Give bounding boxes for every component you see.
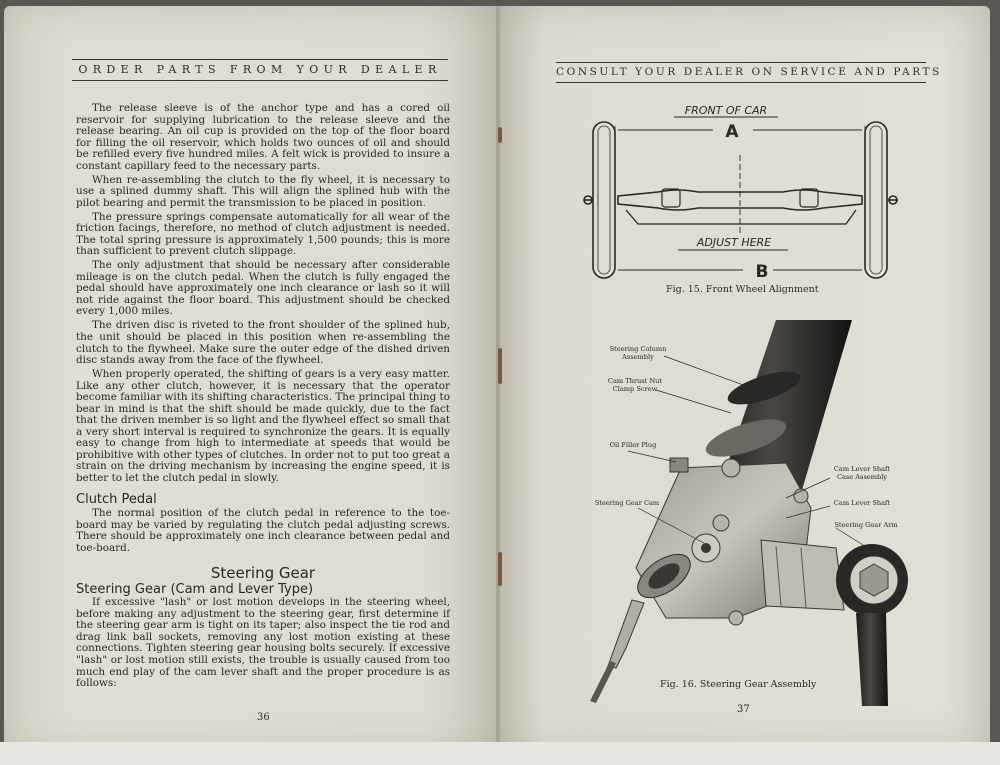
staple-middle: [498, 348, 502, 384]
cam-lever-shaft-case: [761, 540, 844, 610]
fig16-caption: Fig. 16. Steering Gear Assembly: [660, 679, 817, 690]
dimension-a-label: A: [725, 122, 739, 142]
paragraph: The release sleeve is of the anchor type and has a cored oil reservoir for supplying lubrication to the release sleeve and the release bearing. An oil cup is provided on the top of the floor board for filling the oil reservoir, which holds two ounces of oil and should be refilled every five hundred miles. A felt wick is provided to insure a constant capillary feed to the necessary parts.: [76, 102, 450, 172]
right-wheel: [865, 122, 887, 278]
paragraph: The normal position of the clutch pedal in reference to the toe-board may be varied by regulating the clutch pedal adjusting screws. There should be approximately one inch clearance between pedal and toe-board.: [76, 507, 450, 554]
callout-steering-gear-arm: Steering Gear Arm: [834, 521, 898, 529]
fig15-caption: Fig. 15. Front Wheel Alignment: [666, 284, 819, 295]
adjust-here-label: ADJUST HERE: [696, 236, 772, 249]
staple-bottom: [498, 552, 502, 586]
page-number-right: 37: [737, 704, 750, 715]
callout-cam-thrust-nut: Cam Thrust Nut Clamp Screw: [607, 377, 663, 393]
table-surface: [0, 742, 1000, 765]
paragraph: If excessive "lash" or lost motion develops in the steering wheel, before making any adjustment to the steering gear, first determine if the steering gear arm is tight on its taper; also inspect the tie rod and drag link ball sockets, removing any lost motion existing at these connections. Tighten steering gear housing bolts securely. If excessive "lash" or lost motion still exists, the trouble is usually caused from too much end play of the cam lever shaft and the proper procedure is as follows:: [76, 596, 450, 690]
callout-oil-filler-plug: Oil Filler Plug: [609, 441, 657, 449]
tie-rod: [626, 210, 856, 224]
steering-gear-heading: Steering Gear: [210, 564, 316, 583]
callout-steering-gear-cam: Steering Gear Cam: [594, 499, 660, 507]
callout-cam-lever-shaft: Cam Lever Shaft: [833, 499, 891, 507]
front-wheel-alignment-diagram: [578, 100, 908, 285]
paragraph: When properly operated, the shifting of gears is a very easy matter. Like any other clutch, however, it is necessary that the operator become familiar with its shifting characteristics. The principal thing to bear in mind is that the shift should be made quickly, due to the fact that the driven member is so light and the flywheel effect so small that a very short interval is required to synchronize the gears. It is equally easy to change from high to intermediate at speeds that would be prohibitive with other types of clutches. In order not to put too great a strain on the driving mechanism by increasing the engine speed, it is better to let the clutch pedal in slowly.: [76, 367, 450, 484]
callout-cam-lever-shaft-case: Cam Lever Shaft Case Assembly: [833, 465, 891, 481]
staple-top: [498, 127, 502, 143]
callout-steering-column: Steering Column Assembly: [609, 345, 667, 361]
steering-gear-arm: [856, 613, 888, 706]
clutch-pedal-heading: Clutch Pedal: [76, 492, 157, 508]
paragraph: The only adjustment that should be necessary after considerable mileage is on the clutch pedal. When the clutch is fully engaged the pedal should have approximately one inch clearance or lash so it will not ride against the floor board. This adjustment should be checked every 1,000 miles.: [76, 259, 450, 318]
steering-gear-subheading: Steering Gear (Cam and Lever Type): [76, 581, 314, 597]
page-number-left: 36: [257, 712, 270, 723]
paragraph: When re-assembling the clutch to the fly wheel, it is necessary to use a splined dummy shaft. This will align the splined hub with the pilot bearing and permit the transmission to be placed in position.: [76, 173, 450, 209]
paragraph: The driven disc is riveted to the front shoulder of the splined hub, the unit should be placed in this position when re-assembling the clutch to the flywheel. Make sure the outer edge of the dished driven disc stands away from the face of the flywheel.: [76, 319, 450, 367]
paragraph: The pressure springs compensate automatically for all wear of the friction facings, therefore, no method of clutch adjustment is needed. The total spring pressure is approximately 1,500 pounds; this is more than sufficient to prevent clutch slippage.: [76, 210, 450, 258]
right-page-header: CONSULT YOUR DEALER ON SERVICE AND PARTS: [556, 62, 926, 83]
left-wheel: [593, 122, 615, 278]
front-of-car-label: FRONT OF CAR: [684, 104, 768, 117]
left-page-header: ORDER PARTS FROM YOUR DEALER: [72, 59, 448, 81]
dimension-b-label: B: [755, 262, 769, 282]
left-page-body: [76, 103, 450, 692]
